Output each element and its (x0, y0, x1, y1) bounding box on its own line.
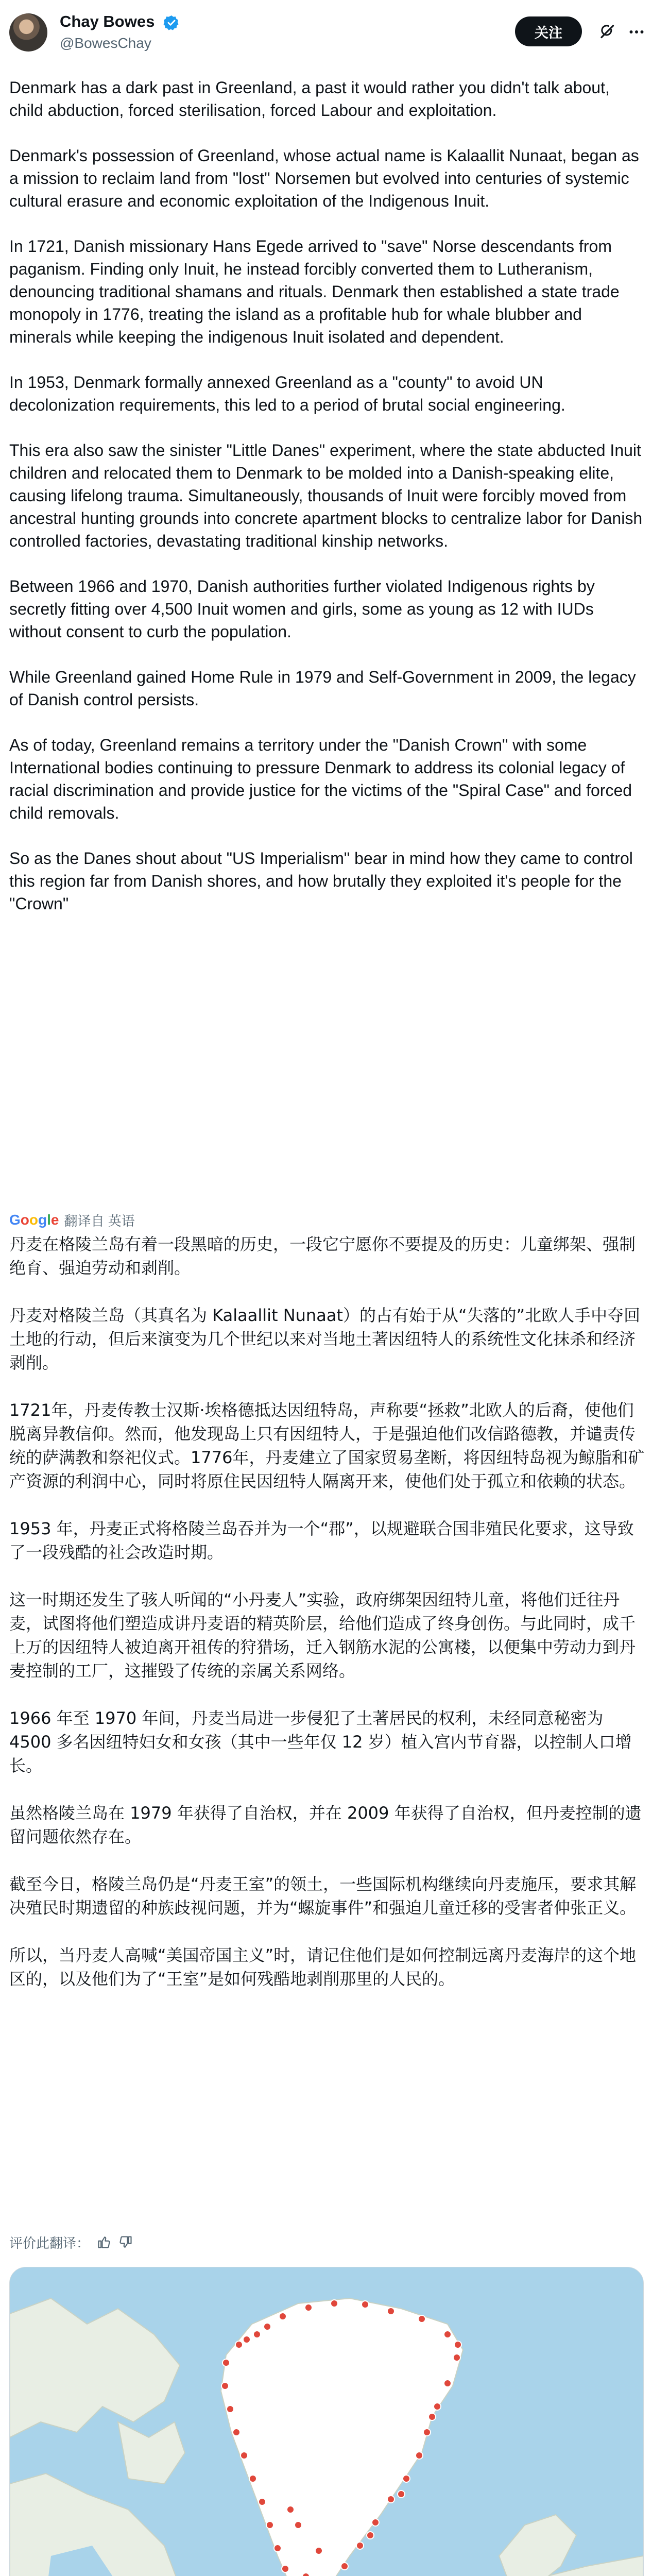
more-icon[interactable] (627, 23, 646, 41)
translation-attribution (9, 1210, 135, 1230)
post-paragraph: Denmark has a dark past in Greenland, a past it would rather you didn't talk about, child abduction, forced sterilisation, forced Labour and exploitation. (9, 78, 610, 120)
post-text (9, 76, 646, 915)
translated-paragraph: 这一时期还发生了骇人听闻的“小丹麦人”实验，政府绑架因纽特儿童，将他们迁往丹麦，试图将他们塑造成讲丹麦语的精英阶层，给他们造成了终身创伤。与此同时，成千上万的因纽特人被迫离开祖传的狩猎场，迁入钢筋水泥的公寓楼，以便集中劳动力到丹麦控制的工厂，这摧毁了传统的亲属关系网络。 (9, 1590, 636, 1681)
post-paragraph: In 1721, Danish missionary Hans Egede arrived to "save" Norse descendants from paganism. Finding only Inuit, he instead forcibly converted them to Lutheranism, denouncing traditional shamans and rituals. Denmark then established a state trade monopoly in 1776, treating the island as a profitable hub for whale blubber and minerals while keeping the indigenous Inuit isolated and dependent. (9, 237, 620, 346)
translated-from-label[interactable]: 翻译自 英语 (64, 1213, 135, 1229)
verified-icon (163, 14, 180, 31)
post-paragraph: As of today, Greenland remains a territory under the "Danish Crown" with some International bodies continuing to pressure Denmark to address its colonial legacy of racial discrimination and provide justice for the victims of the "Spiral Case" and forced child removals. (9, 736, 632, 822)
post-paragraph: Denmark's possession of Greenland, whose actual name is Kalaallit Nunaat, began as a mission to reclaim land from "lost" Norsemen but evolved into centuries of systemic cultural erasure and economic exploitation of the Indigenous Inuit. (9, 146, 639, 210)
translated-paragraph: 丹麦对格陵兰岛（其真名为 Kalaallit Nunaat）的占有始于从“失落的”北欧人手中夺回土地的行动，但后来演变为几个世纪以来对当地土著因纽特人的系统性文化抹杀和经济剥削。 (9, 1306, 641, 1372)
translated-paragraph: 1953 年，丹麦正式将格陵兰岛吞并为一个“郡”，以规避联合国非殖民化要求，这导致了一段残酷的社会改造时期。 (9, 1519, 634, 1562)
post-paragraph: So as the Danes shout about "US Imperialism" bear in mind how they came to control this region far from Danish shores, and how brutally they exploited it's people for the "Crown" (9, 849, 633, 913)
rate-translation-row (9, 2232, 133, 2252)
map-graphic (10, 2267, 643, 2576)
translated-paragraph: 丹麦在格陵兰岛有着一段黑暗的历史，一段它宁愿你不要提及的历史：儿童绑架、强制绝育、强迫劳动和剥削。 (9, 1234, 636, 1278)
translated-paragraph: 1966 年至 1970 年间，丹麦当局进一步侵犯了土著居民的权利，未经同意秘密为 4500 多名因纽特妇女和女孩（其中一些年仅 12 岁）植入宫内节育器，以控制人口增长。 (9, 1708, 632, 1775)
translated-paragraph: 虽然格陵兰岛在 1979 年获得了自治权，并在 2009 年获得了自治权，但丹麦控制的遗留问题依然存在。 (9, 1803, 642, 1846)
rate-translation-label: 评价此翻译： (9, 2235, 90, 2251)
post-paragraph: In 1953, Denmark formally annexed Greenland as a "county" to avoid UN decolonization requirements, this led to a period of brutal social engineering. (9, 373, 565, 414)
avatar[interactable] (9, 13, 47, 52)
thumbs-up-icon[interactable] (97, 2235, 111, 2249)
translated-text (9, 1232, 646, 1991)
author-name-text[interactable]: Chay Bowes (60, 12, 155, 30)
post-paragraph: Between 1966 and 1970, Danish authorities further violated Indigenous rights by secretly fitting over 4,500 Inuit women and girls, some as young as 12 with IUDs without consent to curb the population. (9, 577, 595, 641)
grok-icon[interactable] (598, 23, 617, 41)
author-name[interactable] (60, 12, 180, 31)
post-paragraph: This era also saw the sinister "Little Danes" experiment, where the state abducted Inuit children and relocated them to Denmark to be molded into a Danish-speaking elite, causing lifelong trauma. Simultaneously, thousands of Inuit were forcibly moved from ancestral hunting grounds into concrete apartment blocks to centralize labor for Danish controlled factories, devastating traditional kinship networks. (9, 441, 643, 550)
thumbs-down-icon[interactable] (118, 2235, 133, 2249)
translated-paragraph: 所以，当丹麦人高喊“美国帝国主义”时，请记住他们是如何控制远离丹麦海岸的这个地区的，以及他们为了“王室”是如何残酷地剥削那里的人民的。 (9, 1945, 637, 1989)
translated-paragraph: 截至今日，格陵兰岛仍是“丹麦王室”的领土，一些国际机构继续向丹麦施压，要求其解决殖民时期遗留的种族歧视问题，并为“螺旋事件”和强迫儿童迁移的受害者伸张正义。 (9, 1874, 637, 1918)
translated-paragraph: 1721年，丹麦传教士汉斯·埃格德抵达因纽特岛，声称要“拯救”北欧人的后裔，使他们脱离异教信仰。然而，他发现岛上只有因纽特人，于是强迫他们改信路德教，并谴责传统的萨满教和祭祀仪式。1776年，丹麦建立了国家贸易垄断，将因纽特岛视为鲸脂和矿产资源的利润中心，同时将原住民因纽特人隔离开来，使他们处于孤立和依赖的状态。 (9, 1400, 645, 1491)
map-image[interactable] (9, 2267, 644, 2576)
post-header (0, 0, 652, 62)
post-paragraph: While Greenland gained Home Rule in 1979 and Self-Government in 2009, the legacy of Danish control persists. (9, 668, 636, 709)
google-logo: Google (9, 1212, 59, 1228)
author-handle[interactable]: @BowesChay (60, 35, 151, 51)
follow-button[interactable]: 关注 (515, 16, 582, 46)
